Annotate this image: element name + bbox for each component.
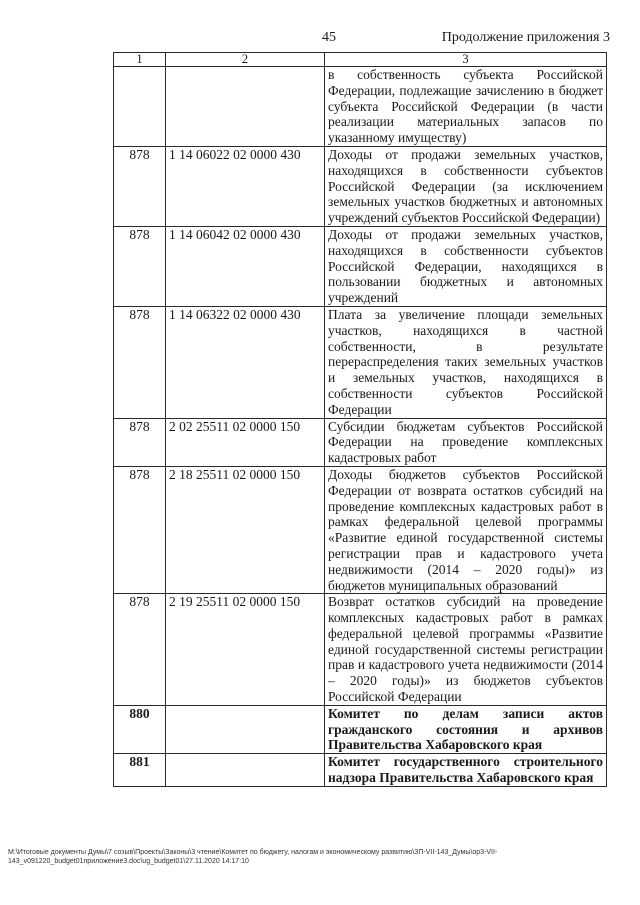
description-cell: Доходы от продажи земельных участков, находящихся в собственности субъектов Российской Федерации (за исключением земельных участков бюджетных и автономных учреждений субъектов Российской Федерации) (325, 146, 607, 226)
document-path-footer: M:\Итоговые документы Думы\7 созыв\Проекты\Законы\3 чтение\Комитет по бюджету, налогам и экономическому развитию\ЗП-VII-143_Думы\ор3-VII-143_v091220_budget01приложение3.doc\ug_budget01\27.11.2020 14:17:10 (8, 849, 498, 865)
administrator-name-cell: Комитет по делам записи актов гражданского состояния и архивов Правительства Хабаровского края (325, 705, 607, 753)
table-row (114, 594, 607, 706)
budget-code-cell (166, 705, 325, 753)
table-row (114, 67, 607, 147)
page-caption: Продолжение приложения 3 (441, 30, 610, 45)
budget-code-cell: 2 02 25511 02 0000 150 (166, 418, 325, 466)
column-number-1: 1 (114, 53, 166, 67)
admin-code-cell: 878 (114, 226, 166, 306)
description-cell: Плата за увеличение площади земельных участков, находящихся в частной собственности, в результате перераспределения таких земельных участков и земельных участков, находящихся в собственности субъектов Российской Федерации (325, 306, 607, 418)
budget-code-cell: 2 19 25511 02 0000 150 (166, 594, 325, 706)
description-cell: Субсидии бюджетам субъектов Российской Федерации на проведение комплексных кадастровых работ (325, 418, 607, 466)
admin-code-cell (114, 67, 166, 147)
column-number-row (114, 53, 607, 67)
description-cell: Доходы бюджетов субъектов Российской Федерации от возврата остатков субсидий на проведение комплексных кадастровых работ в рамках федеральной целевой программы «Развитие единой государственной системы регистрации прав и кадастрового учета недвижимости (2014 – 2020 годы)» из бюджетов муниципальных образований (325, 466, 607, 593)
admin-code-cell: 878 (114, 306, 166, 418)
administrator-name-cell: Комитет государственного строительного надзора Правительства Хабаровского края (325, 754, 607, 787)
admin-code-cell: 878 (114, 466, 166, 593)
column-number-3: 3 (325, 53, 607, 67)
budget-code-cell (166, 754, 325, 787)
table-row (114, 306, 607, 418)
table-row (114, 146, 607, 226)
admin-code-cell: 880 (114, 705, 166, 753)
table-row-administrator (114, 705, 607, 753)
budget-code-cell (166, 67, 325, 147)
column-number-2: 2 (166, 53, 325, 67)
admin-code-cell: 878 (114, 418, 166, 466)
budget-code-cell: 2 18 25511 02 0000 150 (166, 466, 325, 593)
revenue-table (113, 52, 607, 787)
description-cell: Возврат остатков субсидий на проведение комплексных кадастровых работ в рамках федеральной целевой программы «Развитие единой государственной системы регистрации прав и кадастрового учета недвижимости (2014 – 2020 годы)» из бюджетов субъектов Российской Федерации (325, 594, 607, 706)
budget-code-cell: 1 14 06322 02 0000 430 (166, 306, 325, 418)
description-cell: в собственность субъекта Российской Федерации, подлежащие зачислению в бюджет субъекта Российской Федерации (в части реализации материальных запасов по указанному имуществу) (325, 67, 607, 147)
admin-code-cell: 878 (114, 146, 166, 226)
description-cell: Доходы от продажи земельных участков, находящихся в собственности субъектов Российской Федерации, находящихся в пользовании бюджетных и автономных учреждений (325, 226, 607, 306)
admin-code-cell: 881 (114, 754, 166, 787)
admin-code-cell: 878 (114, 594, 166, 706)
table-row (114, 466, 607, 593)
table-row (114, 226, 607, 306)
budget-code-cell: 1 14 06022 02 0000 430 (166, 146, 325, 226)
table-row-administrator (114, 754, 607, 787)
budget-code-cell: 1 14 06042 02 0000 430 (166, 226, 325, 306)
table-row (114, 418, 607, 466)
page-number: 45 (322, 30, 336, 45)
